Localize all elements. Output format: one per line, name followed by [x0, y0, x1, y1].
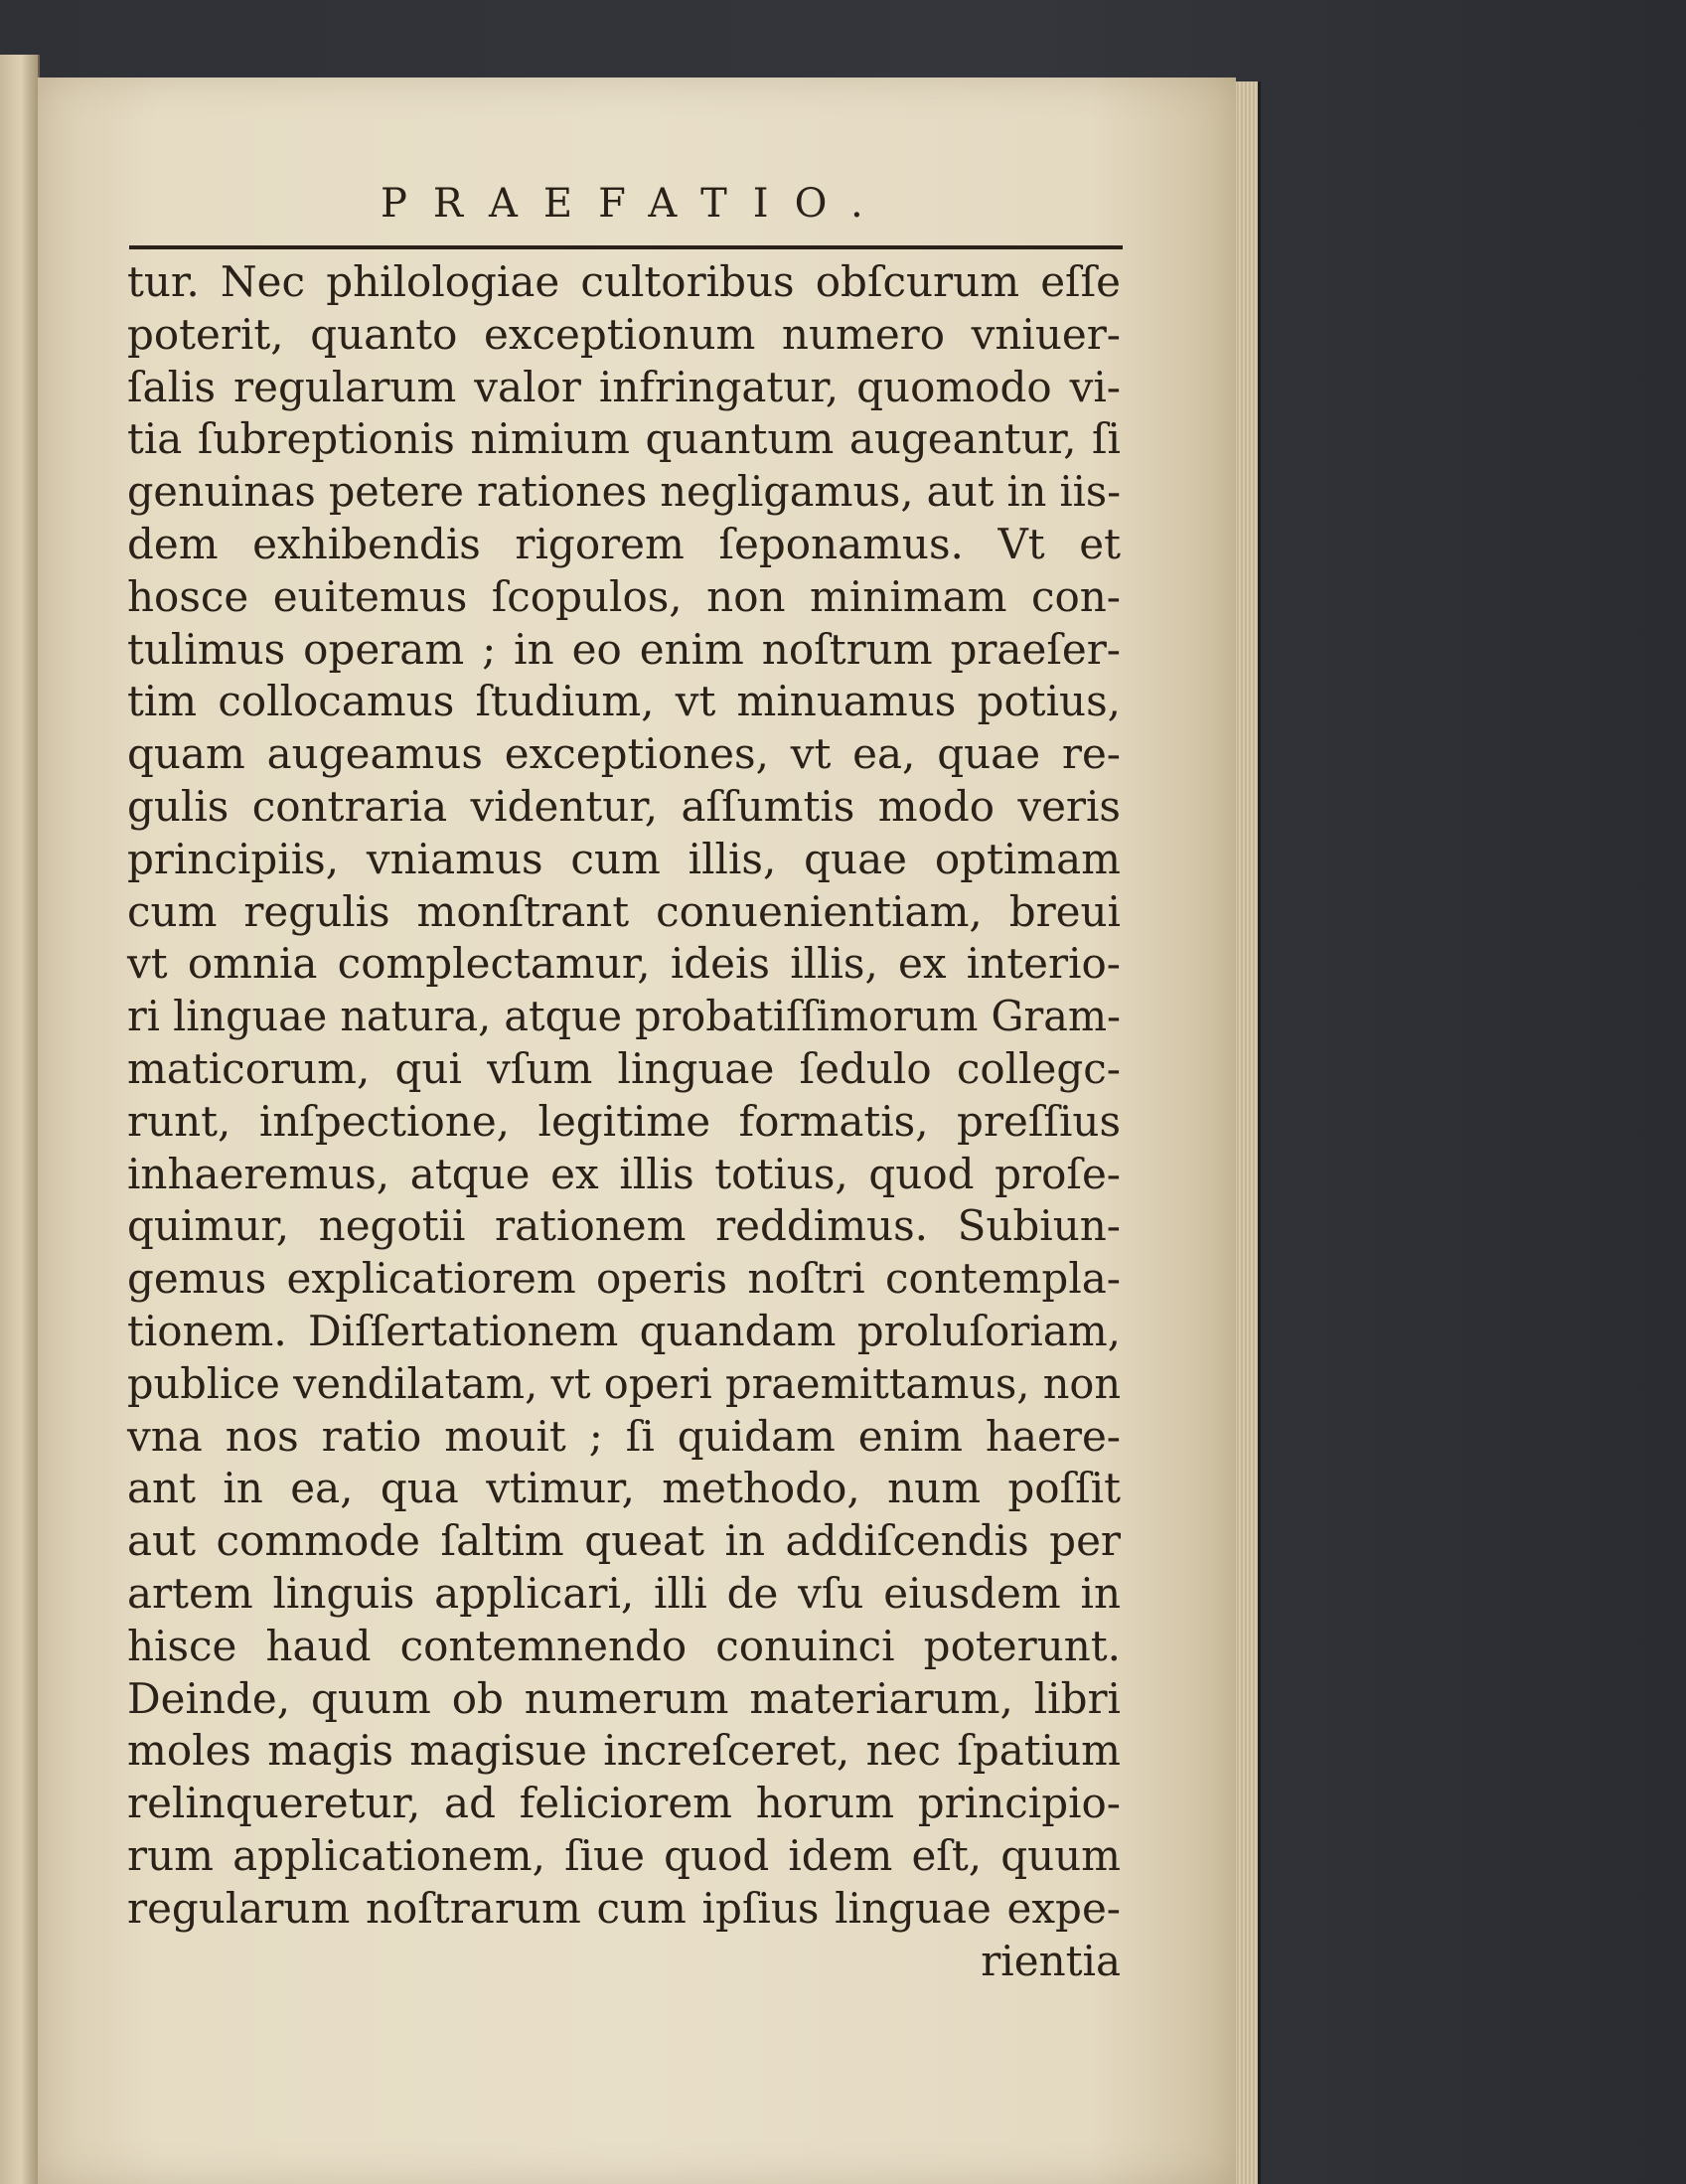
catchword: rientia	[981, 1936, 1121, 1985]
text-line: poterit, quanto exceptionum numero vniuer-	[127, 309, 1121, 359]
running-header: PRAEFATIO.	[381, 181, 889, 227]
text-line: publice vendilatam, vt operi praemittamus, non	[127, 1358, 1121, 1408]
text-line: artem linguis applicari, illi de vſu eiusdem in	[127, 1568, 1121, 1618]
body-text	[127, 256, 1121, 1987]
text-line: hisce haud contemnendo conuinci poterunt.	[127, 1621, 1121, 1670]
text-line: runt, inſpectione, legitime formatis, preſſius	[127, 1096, 1121, 1146]
text-line: ri linguae natura, atque probatiſſimorum Gram-	[127, 992, 1121, 1041]
text-line: Deinde, quum ob numerum materiarum, libri	[127, 1673, 1121, 1723]
header-rule	[129, 245, 1123, 249]
text-line: tulimus operam ; in eo enim noſtrum praeſer-	[127, 624, 1121, 674]
text-line: relinqueretur, ad feliciorem horum principio-	[127, 1779, 1121, 1828]
text-line: aut commode ſaltim queat in addiſcendis per	[127, 1516, 1121, 1566]
text-line: rum applicationem, ſiue quod idem eſt, quum	[127, 1830, 1121, 1880]
text-line: maticorum, qui vſum linguae ſedulo collegc-	[127, 1043, 1121, 1093]
text-line: genuinas petere rationes negligamus, aut in iis-	[127, 467, 1122, 517]
text-line: gulis contraria videntur, aſſumtis modo veris	[127, 781, 1121, 831]
text-line: tia ſubreptionis nimium quantum augeantur, ſi	[127, 414, 1121, 464]
text-line: principiis, vniamus cum illis, quae optimam	[127, 834, 1121, 883]
text-line: moles magis magisue increſceret, nec ſpatium	[127, 1726, 1121, 1776]
page-fore-edge	[1236, 81, 1261, 2184]
text-line: tionem. Diſſertationem quandam proluſoriam,	[127, 1306, 1121, 1355]
text-line: quam augeamus exceptiones, vt ea, quae re-	[127, 729, 1121, 779]
text-line: ant in ea, qua vtimur, methodo, num poſſit	[127, 1464, 1121, 1513]
text-line: hosce euitemus ſcopulos, non minimam con-	[127, 571, 1121, 621]
text-line: vna nos ratio mouit ; ſi quidam enim haere-	[127, 1411, 1121, 1461]
text-line: tim collocamus ſtudium, vt minuamus potius,	[127, 677, 1121, 726]
text-line: dem exhibendis rigorem ſeponamus. Vt et	[127, 519, 1121, 568]
text-line: tur. Nec philologiae cultoribus obſcurum eſſe	[127, 257, 1121, 306]
text-line: inhaeremus, atque ex illis totius, quod proſe-	[127, 1149, 1121, 1198]
text-line: vt omnia complectamur, ideis illis, ex interio-	[127, 939, 1121, 989]
text-line: gemus explicatiorem operis noſtri contempla-	[127, 1254, 1121, 1304]
text-line: quimur, negotii rationem reddimus. Subiun-	[127, 1201, 1121, 1251]
text-line: regularum noſtrarum cum ipſius linguae expe-	[127, 1883, 1121, 1933]
facing-page-edge	[0, 55, 40, 2184]
text-line: ſalis regularum valor infringatur, quomodo vi-	[127, 362, 1121, 411]
text-line: cum regulis monſtrant conuenientiam, breui	[127, 886, 1121, 936]
